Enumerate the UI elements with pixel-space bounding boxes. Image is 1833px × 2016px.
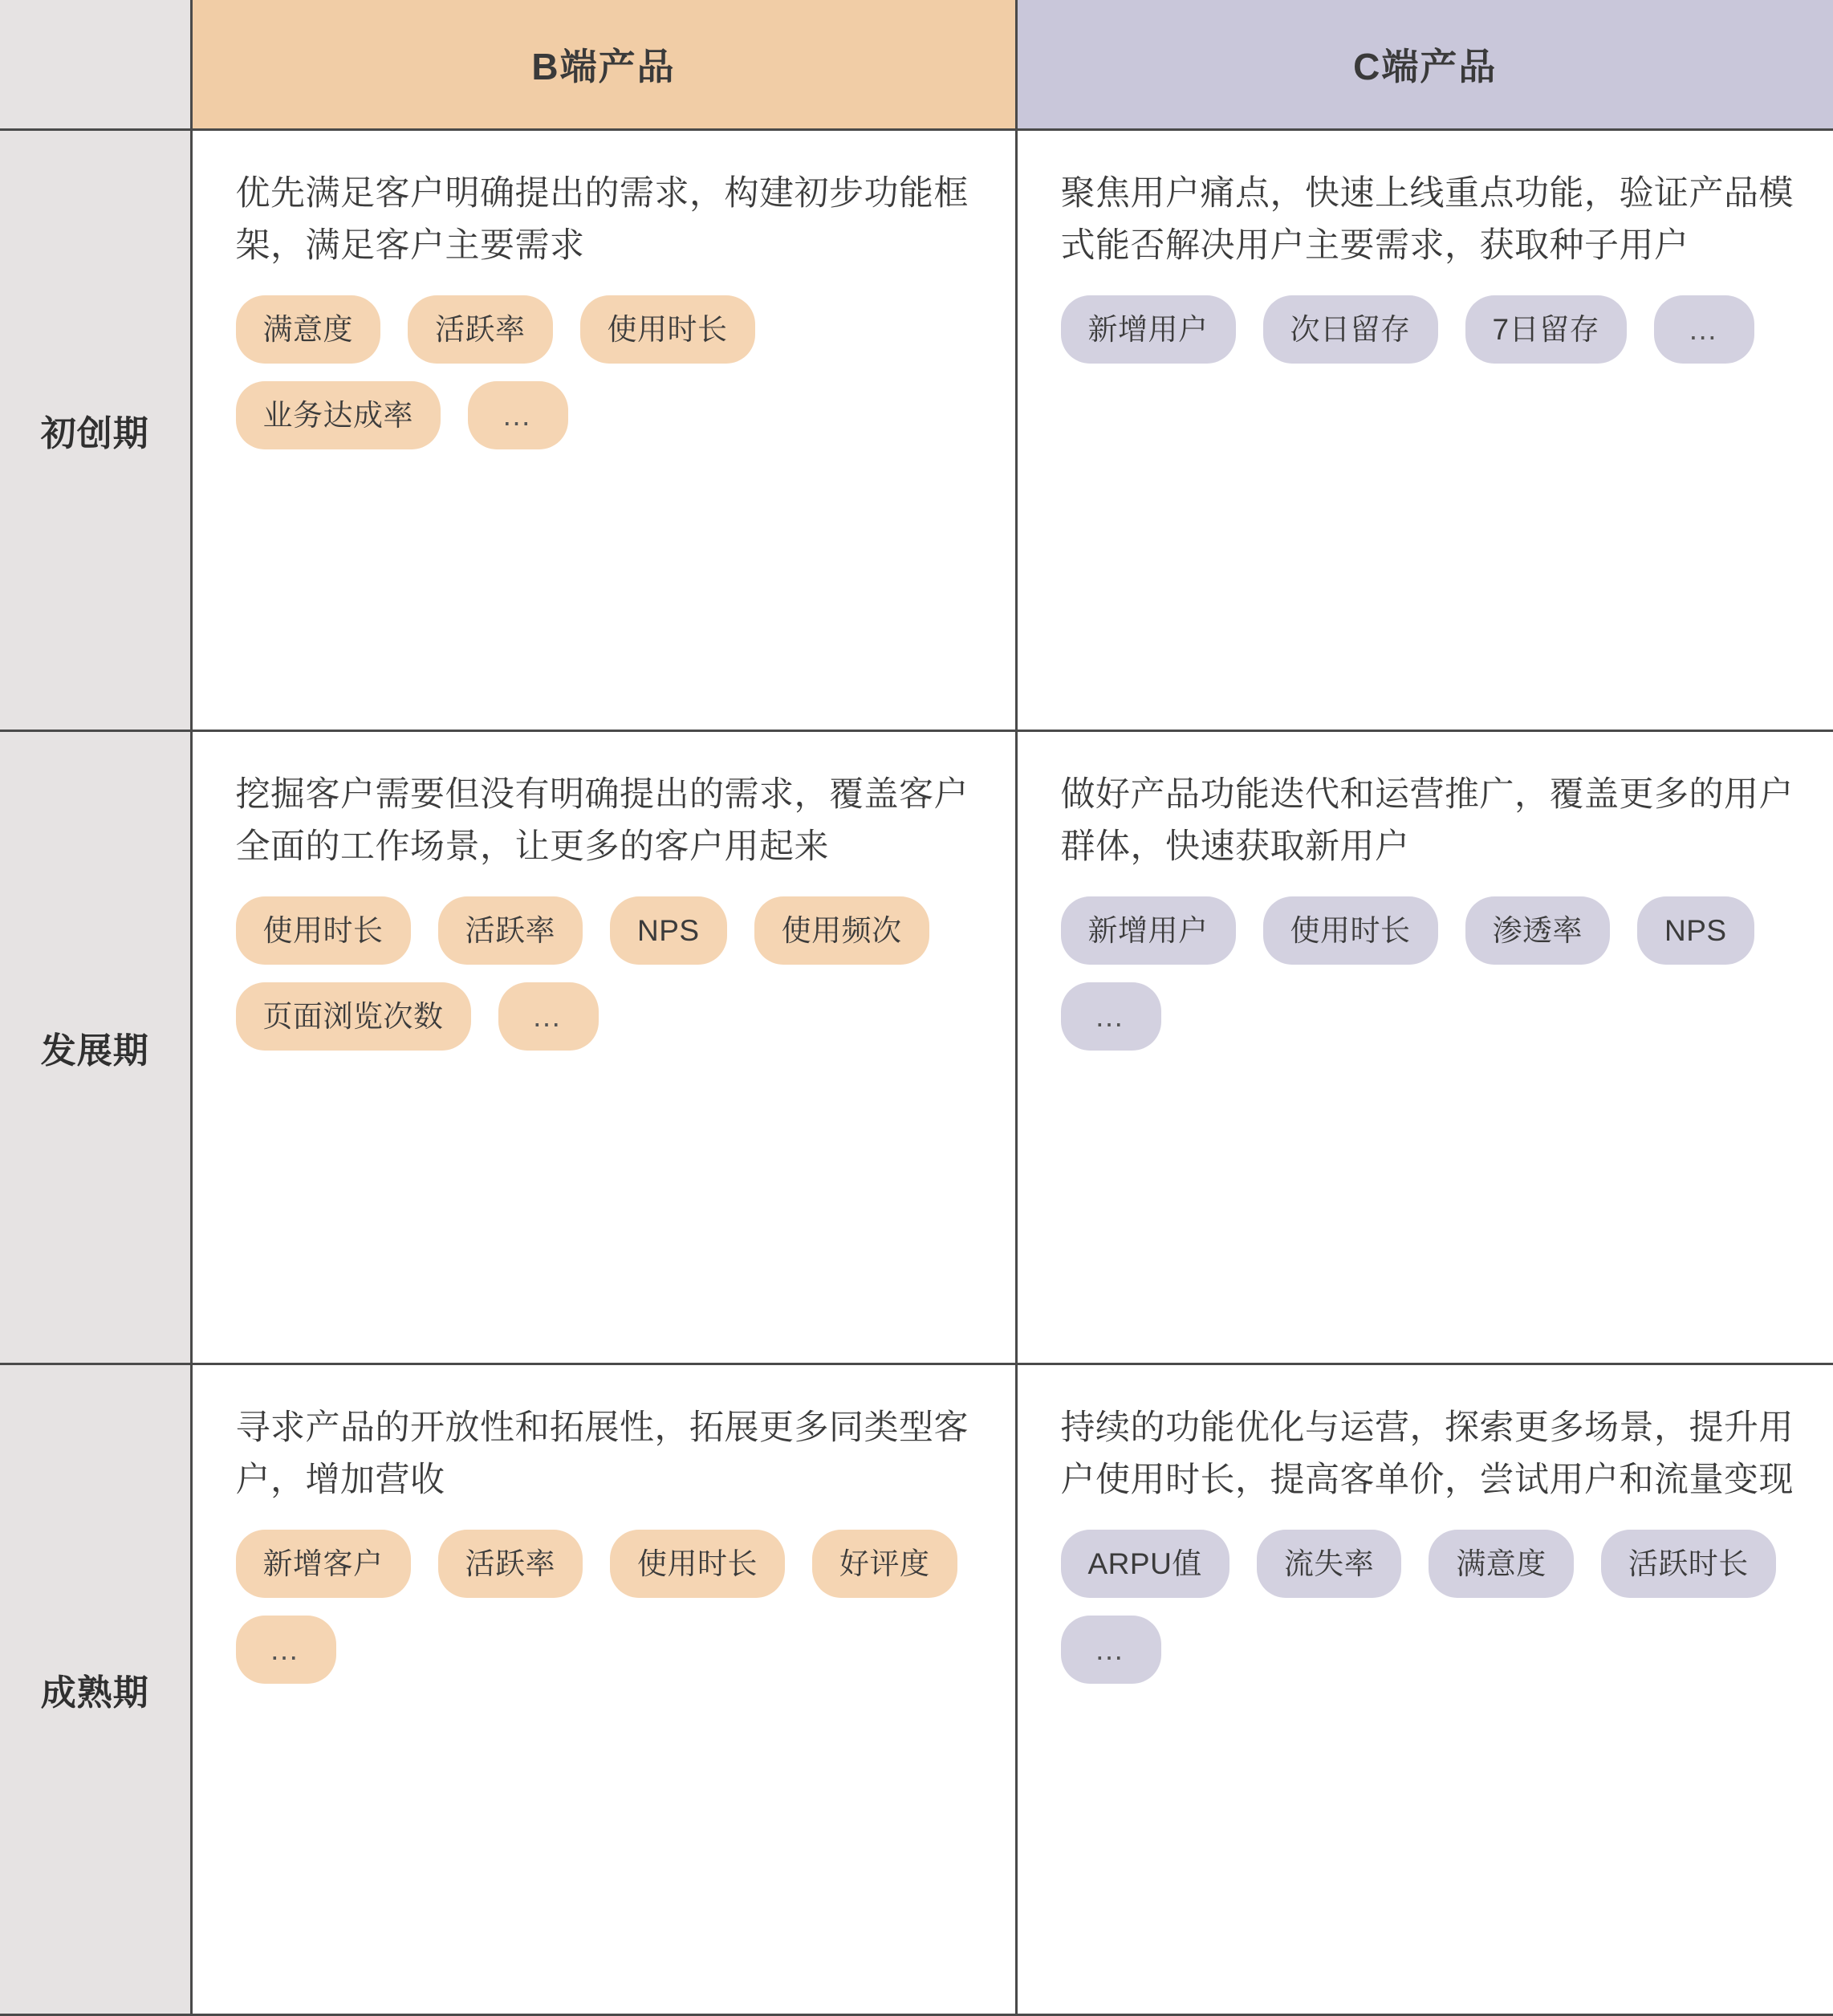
metric-tag: 新增客户 — [236, 1530, 411, 1598]
matrix-row-mature — [0, 1364, 1833, 2015]
metric-tag: 页面浏览次数 — [236, 982, 471, 1051]
metric-tag-list — [236, 1530, 977, 1684]
metric-tag: 活跃率 — [438, 896, 583, 965]
metric-tag: 使用时长 — [610, 1530, 785, 1598]
metric-tag: 满意度 — [236, 295, 381, 364]
metric-tag: 使用频次 — [754, 896, 929, 965]
metric-tag: NPS — [610, 896, 727, 965]
metric-tag-more: … — [236, 1616, 336, 1684]
metric-tag: 好评度 — [812, 1530, 957, 1598]
metric-tag-more: … — [1061, 982, 1161, 1051]
metric-tag: 次日留存 — [1263, 295, 1438, 364]
cell-c-growth — [1016, 731, 1833, 1364]
metric-tag: 使用时长 — [1263, 896, 1438, 965]
metric-tag: 新增用户 — [1061, 295, 1236, 364]
metric-tag: 活跃时长 — [1601, 1530, 1776, 1598]
cell-description: 挖掘客户需要但没有明确提出的需求，覆盖客户全面的工作场景，让更多的客户用起来 — [235, 775, 969, 867]
cell-description: 聚焦用户痛点，快速上线重点功能，验证产品模式能否解决用户主要需求，获取种子用户 — [1060, 174, 1794, 266]
metric-tag: NPS — [1637, 896, 1754, 965]
metric-tag: ARPU值 — [1061, 1530, 1229, 1598]
matrix-header-row — [0, 0, 1833, 130]
matrix-row-growth — [0, 731, 1833, 1364]
metric-tag: 新增用户 — [1061, 896, 1236, 965]
cell-b-mature — [191, 1364, 1016, 2015]
cell-description: 优先满足客户明确提出的需求，构建初步功能框架，满足客户主要需求 — [235, 174, 969, 266]
metric-tag: 渗透率 — [1465, 896, 1611, 965]
stage-label-mature: 成熟期 — [0, 1364, 191, 2015]
metric-tag-list — [1061, 295, 1795, 364]
cell-description: 寻求产品的开放性和拓展性，拓展更多同类型客户，增加营收 — [235, 1408, 969, 1500]
stage-label-growth: 发展期 — [0, 731, 191, 1364]
metric-tag-list — [1061, 1530, 1795, 1684]
header-corner-cell — [0, 0, 191, 130]
stage-label-startup: 初创期 — [0, 130, 191, 731]
metric-tag-list — [236, 896, 977, 1051]
metric-tag: 7日留存 — [1465, 295, 1628, 364]
cell-b-startup — [191, 130, 1016, 731]
metric-tag: 活跃率 — [438, 1530, 583, 1598]
metric-tag: 满意度 — [1429, 1530, 1574, 1598]
metric-tag-list — [236, 295, 977, 449]
metric-tag: 使用时长 — [580, 295, 755, 364]
metric-tag-more: … — [498, 982, 599, 1051]
cell-description: 做好产品功能迭代和运营推广，覆盖更多的用户群体，快速获取新用户 — [1060, 775, 1794, 867]
metric-tag: 活跃率 — [408, 295, 553, 364]
cell-c-startup — [1016, 130, 1833, 731]
metric-tag-list — [1061, 896, 1795, 1051]
cell-c-mature — [1016, 1364, 1833, 2015]
metric-tag: 流失率 — [1257, 1530, 1402, 1598]
column-header-b: B端产品 — [191, 0, 1016, 130]
metric-tag: 业务达成率 — [236, 381, 441, 449]
cell-b-growth — [191, 731, 1016, 1364]
metric-tag-more: … — [1654, 295, 1754, 364]
metric-tag-more: … — [468, 381, 568, 449]
cell-description: 持续的功能优化与运营，探索更多场景，提升用户使用时长，提高客单价，尝试用户和流量变现 — [1060, 1408, 1794, 1500]
metric-tag: 使用时长 — [236, 896, 411, 965]
matrix-row-startup — [0, 130, 1833, 731]
column-header-c: C端产品 — [1016, 0, 1833, 130]
metric-tag-more: … — [1061, 1616, 1161, 1684]
